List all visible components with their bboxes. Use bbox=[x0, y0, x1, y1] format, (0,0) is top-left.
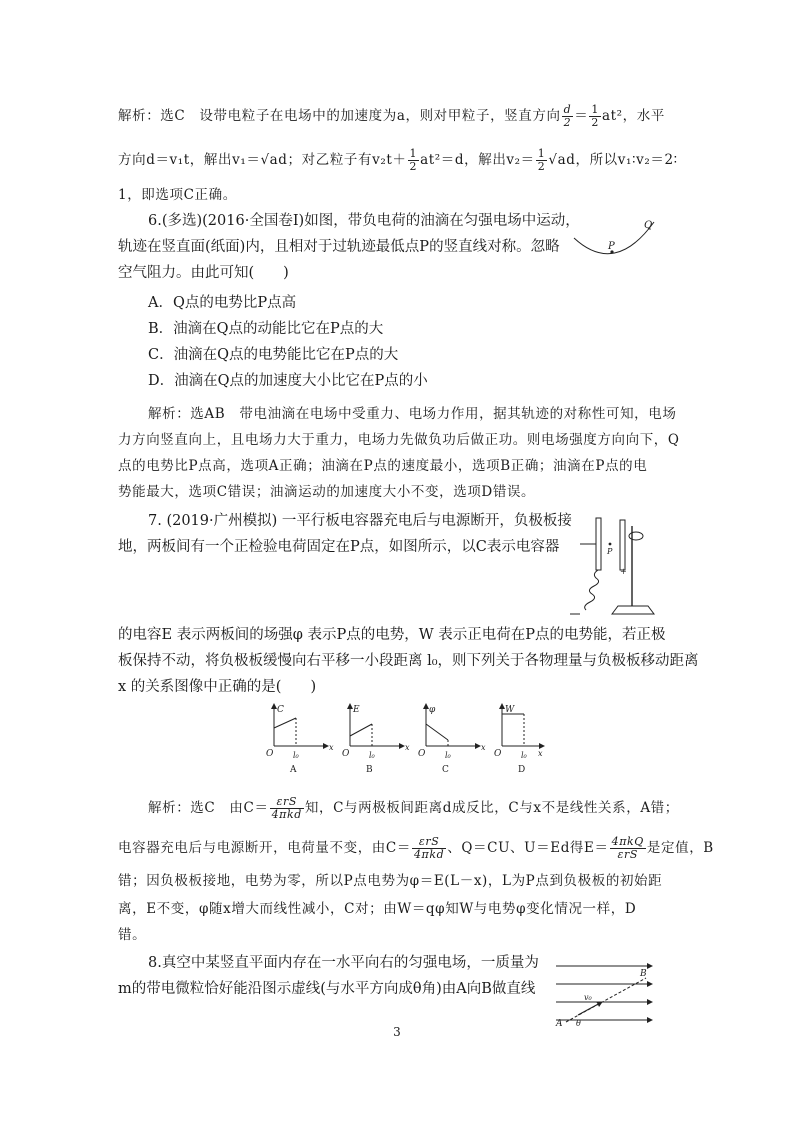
question-6-line-1: 6.(多选)(2016·全国卷Ⅰ)如图，带负电荷的油滴在匀强电场中运动， bbox=[148, 213, 580, 229]
point-p-label: P bbox=[607, 547, 613, 556]
angle-label: θ bbox=[576, 1019, 581, 1028]
question-7-line-4: 板保持不动，将负极板缓慢向右平移一小段距离 l₀，则下列关于各物理量与负极板移动距离 bbox=[118, 653, 699, 669]
stand-base bbox=[612, 606, 654, 614]
graph-c-y-label: φ bbox=[429, 705, 436, 715]
analysis-5-line-1: 解析：选C 设带电粒子在电场中的加速度为a，则对甲粒子，竖直方向 $\frac{d}{2}$ ＝ $\frac{1}{2}$ at²，水平 bbox=[118, 103, 665, 129]
graph-b-curve bbox=[350, 724, 372, 736]
graph-b-y-label: E bbox=[353, 705, 360, 715]
graph-b-x-label: x bbox=[405, 743, 410, 752]
analysis-6-line-1: 解析：选AB 带电油滴在电场中受重力、电场力作用，据其轨迹的对称性可知，电场 bbox=[148, 406, 677, 422]
graph-a-origin: O bbox=[266, 749, 274, 759]
graph-a-x-label: x bbox=[329, 743, 334, 752]
graph-c-l0: l₀ bbox=[445, 751, 451, 760]
point-q-label: Q bbox=[644, 220, 653, 231]
graph-a-y-label: C bbox=[277, 705, 284, 715]
path-a-to-b bbox=[566, 978, 646, 1022]
graph-d-x-label: x bbox=[538, 749, 543, 758]
analysis-7-line-4: 离，E不变，φ随x增大而线性减小，C对；由W＝qφ知W与电势φ变化情况一样，D bbox=[118, 901, 637, 917]
point-b-label: B bbox=[640, 969, 647, 979]
page-number: 3 bbox=[393, 1025, 401, 1039]
analysis-7-line-5: 错。 bbox=[118, 927, 147, 943]
capacitor-apparatus-figure bbox=[560, 510, 660, 620]
graph-b bbox=[342, 704, 410, 775]
graph-a bbox=[266, 704, 334, 775]
point-p-label: P bbox=[608, 241, 615, 252]
graph-a-curve bbox=[274, 718, 296, 728]
graph-b-origin: O bbox=[342, 749, 350, 759]
graph-c-caption: C bbox=[442, 765, 449, 775]
point-p-marker bbox=[609, 543, 612, 546]
analysis-6-line-3: 点的电势比P点高，选项A正确；油滴在P点的速度最小，选项B正确；油滴在P点的电 bbox=[118, 458, 648, 474]
graph-d-y-label: W bbox=[505, 705, 515, 715]
question-8-line-1: 8.真空中某竖直平面内存在一水平向右的匀强电场，一质量为 bbox=[148, 955, 539, 971]
graph-c-origin: O bbox=[418, 749, 426, 759]
graph-d-l0: l₀ bbox=[521, 751, 527, 760]
analysis-7-line-2: 电容器充电后与电源断开，电荷量不变，由C＝ $\frac{\text{εrS}}{\text{4πkd}}$ 、Q＝CU、U＝Ed得E＝ $\frac{\text{4πkQ}}{\text{εrS}}$ 是定值，B bbox=[118, 835, 714, 861]
question-6-line-2: 轨迹在竖直面(纸面)内，且相对于过轨迹最低点P的竖直线对称。忽略 bbox=[118, 239, 560, 255]
question-7-line-2: 地，两板间有一个正检验电荷固定在P点，如图所示，以C表示电容器 bbox=[118, 539, 560, 555]
graph-d bbox=[494, 704, 544, 775]
question-6-line-3: 空气阻力。由此可知( ) bbox=[118, 265, 289, 281]
graph-a-l0: l₀ bbox=[293, 751, 299, 760]
question-6-option-d: D．油滴在Q点的加速度大小比它在P点的小 bbox=[148, 373, 428, 389]
graph-b-caption: B bbox=[366, 765, 373, 775]
graph-c-x-label: x bbox=[481, 743, 486, 752]
question-7-line-5: x 的关系图像中正确的是( ) bbox=[118, 679, 317, 695]
analysis-5-line-2: 方向d＝v₁t，解出v₁＝√ad；对乙粒子有v₂t＋ $\frac{1}{2}$ at²＝d，解出v₂＝ $\frac{1}{2}$ √ad，所以v₁∶v₂＝2∶ bbox=[118, 147, 678, 173]
graph-a-caption: A bbox=[290, 765, 297, 775]
analysis-5-line-3: 1，即选项C正确。 bbox=[118, 187, 237, 203]
positive-plate bbox=[620, 520, 625, 570]
analysis-6-line-2: 力方向竖直向上，且电场力大于重力，电场力先做负功后做正功。则电场强度方向向下，Q bbox=[118, 432, 680, 448]
analysis-7-line-3: 错；因负极板接地，电势为零，所以P点电势为φ＝E(L－x)，L为P点到负极板的初始距 bbox=[118, 873, 663, 889]
velocity-arrow bbox=[578, 1002, 602, 1015]
graph-d-origin: O bbox=[494, 749, 502, 759]
question-7-graph-options bbox=[258, 700, 548, 780]
graph-b-l0: l₀ bbox=[369, 751, 375, 760]
question-7-line-3: 的电容E 表示两板间的场强φ 表示P点的电势，W 表示正电荷在P点的电势能，若正极 bbox=[118, 627, 666, 643]
analysis-6-line-4: 势能最大，选项C错误；油滴运动的加速度大小不变，选项D错误。 bbox=[118, 484, 536, 500]
coiled-wire bbox=[585, 570, 599, 610]
question-7-line-1: 7. (2019·广州模拟) 一平行板电容器充电后与电源断开，负极板接 bbox=[148, 513, 572, 529]
question-6-option-c: C．油滴在Q点的电势能比它在P点的大 bbox=[148, 347, 399, 363]
question-6-option-b: B．油滴在Q点的动能比它在P点的大 bbox=[148, 321, 384, 337]
clamp bbox=[629, 532, 643, 540]
negative-plate bbox=[596, 518, 601, 570]
graph-d-caption: D bbox=[518, 765, 526, 775]
point-a-label: A bbox=[556, 1019, 563, 1029]
plus-sign: + bbox=[620, 567, 627, 576]
graph-c bbox=[418, 704, 486, 775]
analysis-7-line-1: 解析：选C 由C＝ $\frac{\text{εrS}}{\text{4πkd}}$ 知，C与两极板间距离d成反比，C与x不是线性关系，A错； bbox=[148, 795, 679, 821]
question-8-line-2: m的带电微粒恰好能沿图示虚线(与水平方向成θ角)由A向B做直线 bbox=[118, 981, 536, 997]
question-6-option-a: A．Q点的电势比P点高 bbox=[148, 295, 297, 311]
velocity-label: v₀ bbox=[584, 993, 592, 1002]
graph-c-curve bbox=[426, 724, 448, 740]
oil-drop-trajectory-figure bbox=[570, 214, 670, 270]
electric-field-figure bbox=[548, 954, 664, 1032]
